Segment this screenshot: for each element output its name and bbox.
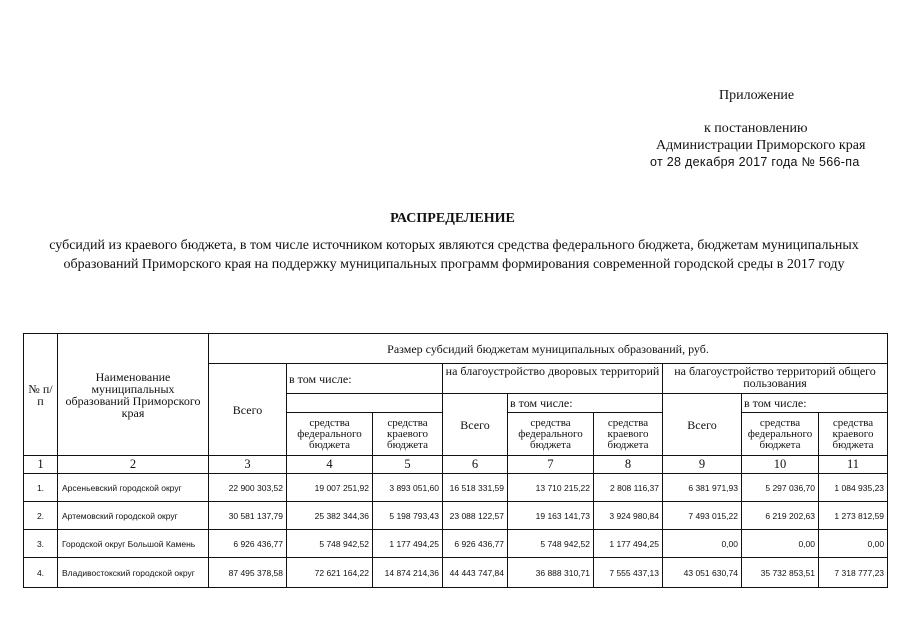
header-yards-total: Всего: [443, 394, 508, 456]
amount-cell: 6 219 202,63: [742, 502, 819, 530]
row-number: 4.: [24, 558, 58, 588]
amount-cell: 2 808 116,37: [594, 474, 663, 502]
amount-cell: 1 177 494,25: [594, 530, 663, 558]
amount-cell: 3 893 051,60: [373, 474, 443, 502]
amount-cell: 30 581 137,79: [209, 502, 287, 530]
amount-cell: 0,00: [663, 530, 742, 558]
column-number: 4: [287, 456, 373, 474]
amount-cell: 5 297 036,70: [742, 474, 819, 502]
amount-cell: 22 900 303,52: [209, 474, 287, 502]
column-number: 7: [508, 456, 594, 474]
column-number: 10: [742, 456, 819, 474]
column-number: 11: [819, 456, 888, 474]
amount-cell: 7 555 437,13: [594, 558, 663, 588]
column-number: 5: [373, 456, 443, 474]
table-row: [24, 474, 888, 502]
table-row: [24, 558, 888, 588]
header-public-regional: средства краевого бюджета: [819, 413, 888, 456]
header-federal: средства федерального бюджета: [287, 413, 373, 456]
municipality-name: Арсеньевский городской округ: [58, 474, 209, 502]
decree-reference-line3: от 28 декабря 2017 года № 566-па: [650, 155, 860, 169]
municipality-name: Владивостокский городской округ: [58, 558, 209, 588]
document-subtitle: субсидий из краевого бюджета, в том числе источником которых являются средства федерального бюджета, бюджетам муниципальных образований Приморского края на поддержку муниципальных программ формирования современной городской среды в 2017 году: [49, 238, 859, 272]
amount-cell: 25 382 344,36: [287, 502, 373, 530]
header-including: в том числе:: [287, 364, 443, 394]
amount-cell: 3 924 980,84: [594, 502, 663, 530]
column-number: 8: [594, 456, 663, 474]
header-municipality-name: Наименование муниципальных образований Приморского края: [58, 334, 209, 456]
row-number: 1.: [24, 474, 58, 502]
amount-cell: 1 177 494,25: [373, 530, 443, 558]
decree-reference-line1: к постановлению: [704, 121, 808, 136]
amount-cell: 1 084 935,23: [819, 474, 888, 502]
row-number: 3.: [24, 530, 58, 558]
decree-reference-line2: Администрации Приморского края: [656, 138, 866, 153]
amount-cell: 35 732 853,51: [742, 558, 819, 588]
amount-cell: 7 493 015,22: [663, 502, 742, 530]
amount-cell: 16 518 331,59: [443, 474, 508, 502]
decree-reference: [646, 120, 866, 171]
header-yards-regional: средства краевого бюджета: [594, 413, 663, 456]
document-title: РАСПРЕДЕЛЕНИЕ: [390, 211, 515, 226]
header-public-including: в том числе:: [742, 394, 888, 413]
amount-cell: 1 273 812,59: [819, 502, 888, 530]
header-regional: средства краевого бюджета: [373, 413, 443, 456]
amount-cell: 87 495 378,58: [209, 558, 287, 588]
column-number: 9: [663, 456, 742, 474]
header-total: Всего: [209, 364, 287, 456]
column-number: 6: [443, 456, 508, 474]
amount-cell: 7 318 777,23: [819, 558, 888, 588]
header-total-spacer: [287, 394, 443, 413]
table-row: [24, 502, 888, 530]
row-number: 2.: [24, 502, 58, 530]
header-subsidy-size: Размер субсидий бюджетам муниципальных образований, руб.: [209, 334, 888, 364]
amount-cell: 0,00: [819, 530, 888, 558]
amount-cell: 6 381 971,93: [663, 474, 742, 502]
header-public-group: на благоустройство территорий общего пользования: [663, 364, 888, 394]
amount-cell: 36 888 310,71: [508, 558, 594, 588]
header-yards-federal: средства федерального бюджета: [508, 413, 594, 456]
header-number: № п/п: [24, 334, 58, 456]
header-public-total: Всего: [663, 394, 742, 456]
header-yards-group: на благоустройство дворовых территорий: [443, 364, 663, 394]
appendix-label: Приложение: [719, 88, 795, 103]
amount-cell: 19 163 141,73: [508, 502, 594, 530]
amount-cell: 6 926 436,77: [209, 530, 287, 558]
subsidy-table: [23, 333, 888, 588]
amount-cell: 44 443 747,84: [443, 558, 508, 588]
amount-cell: 0,00: [742, 530, 819, 558]
municipality-name: Городской округ Большой Камень: [58, 530, 209, 558]
amount-cell: 6 926 436,77: [443, 530, 508, 558]
table-row: [24, 530, 888, 558]
header-yards-including: в том числе:: [508, 394, 663, 413]
amount-cell: 5 198 793,43: [373, 502, 443, 530]
column-number: 3: [209, 456, 287, 474]
header-public-federal: средства федерального бюджета: [742, 413, 819, 456]
amount-cell: 5 748 942,52: [508, 530, 594, 558]
amount-cell: 19 007 251,92: [287, 474, 373, 502]
amount-cell: 43 051 630,74: [663, 558, 742, 588]
amount-cell: 72 621 164,22: [287, 558, 373, 588]
column-number: 2: [58, 456, 209, 474]
amount-cell: 13 710 215,22: [508, 474, 594, 502]
column-number: 1: [24, 456, 58, 474]
amount-cell: 14 874 214,36: [373, 558, 443, 588]
amount-cell: 5 748 942,52: [287, 530, 373, 558]
column-numbers-row: [24, 456, 888, 474]
amount-cell: 23 088 122,57: [443, 502, 508, 530]
municipality-name: Артемовский городской округ: [58, 502, 209, 530]
